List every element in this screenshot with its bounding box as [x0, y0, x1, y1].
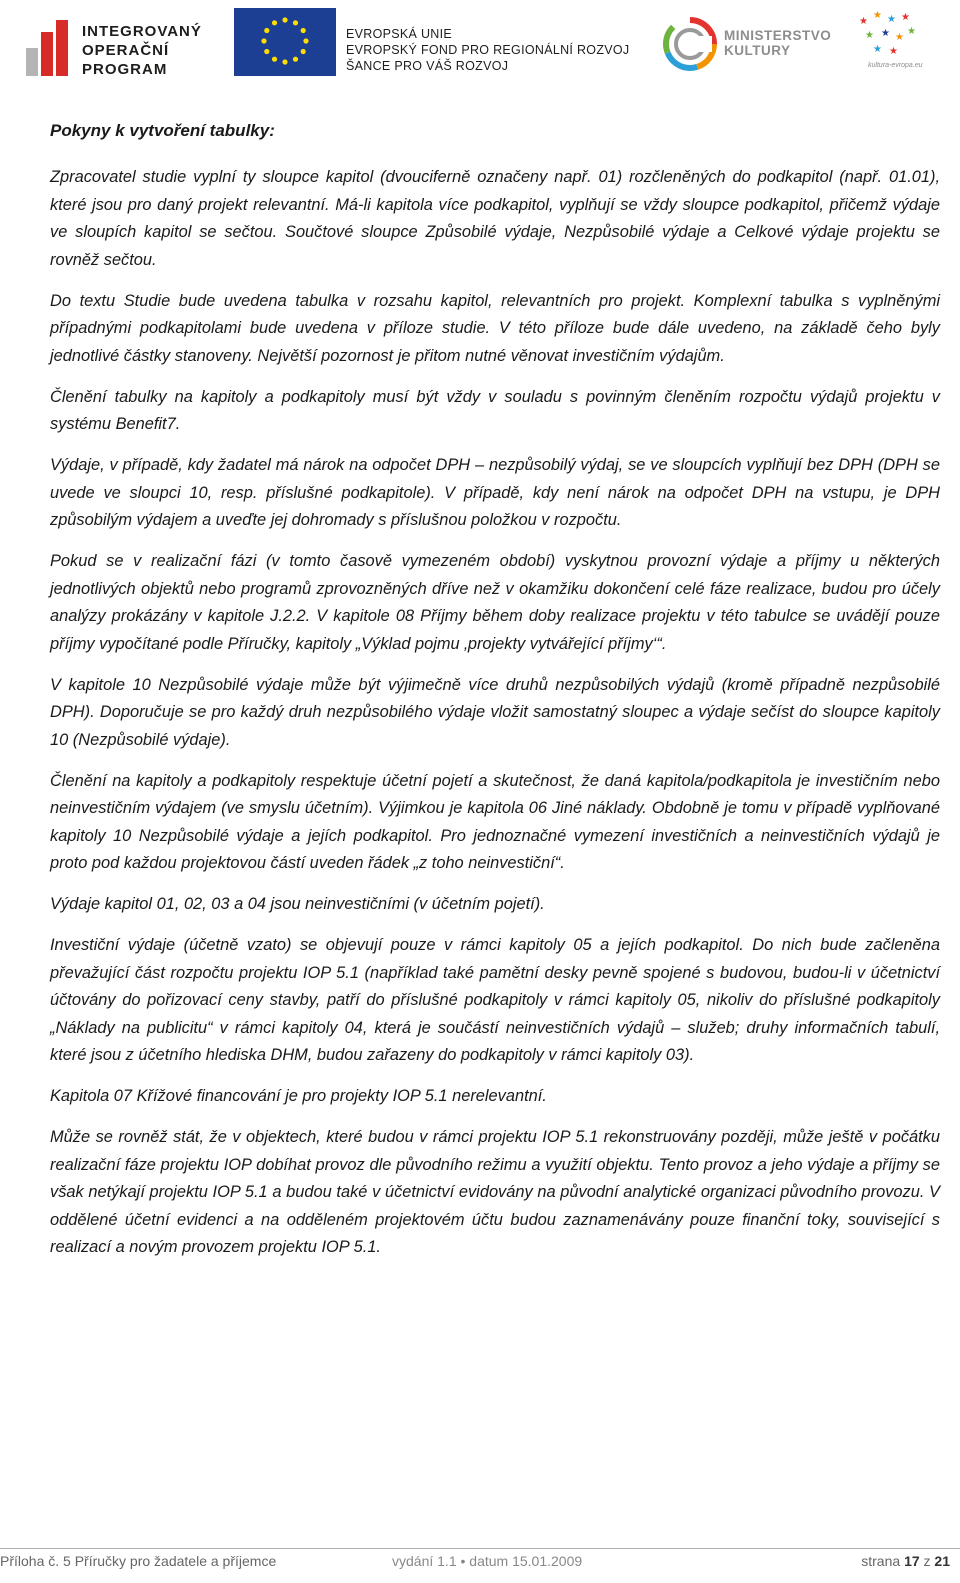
footer-document-name: Příloha č. 5 Příručky pro žadatele a příjemce [0, 1553, 277, 1569]
eu-flag-icon [234, 8, 336, 76]
svg-text:★: ★ [889, 46, 898, 57]
paragraph-1: Zpracovatel studie vyplní ty sloupce kapitol (dvouciferně označeny např. 01) rozčleněných do podkapitol (např. 01.01), které jsou pro daný projekt relevantní. Má-li kapitola více podkapitol, vyplňují se vždy sloupce podkapitol, přičemž výdaje ve sloupích kapitol se sečtou. Součtové sloupce Způsobilé výdaje, Nezpůsobilé výdaje a Celkové výdaje projektu se rovněž sečtou. [50, 168, 940, 269]
ministry-of-culture-logo-icon [660, 14, 720, 74]
eu-line-1: EVROPSKÁ UNIE [346, 27, 453, 41]
eu-line-2: EVROPSKÝ FOND PRO REGIONÁLNÍ ROZVOJ [346, 43, 630, 57]
footer-divider [0, 1548, 960, 1549]
paragraph-2: Do textu Studie bude uvedena tabulka v rozsahu kapitol, relevantních pro projekt. Komplexní tabulka s vyplněnými případnými podkapitolami bude uvedena v příloze studie. V této příloze bude dále uvedeno, na základě čeho byly jednotlivé částky stanoveny. Největší pozornost je přitom nutné věnovat investičním výdajům. [50, 291, 940, 365]
section-heading: Pokyny k vytvoření tabulky: [50, 121, 275, 140]
svg-text:★: ★ [887, 14, 896, 25]
page-header [0, 0, 960, 90]
document-body [50, 118, 940, 1275]
iop-line-2: OPERAČNÍ [82, 42, 170, 59]
svg-text:★: ★ [865, 30, 874, 41]
page-separator: z [923, 1553, 931, 1569]
culture-europe-text: kultura-evropa.eu [868, 62, 923, 69]
eu-logo-text [346, 26, 629, 74]
paragraph-3: Členění tabulky na kapitoly a podkapitoly musí být vždy v souladu s povinným členěním rozpočtu výdajů projektu v systému Benefit7. [50, 387, 940, 433]
svg-text:★: ★ [895, 32, 904, 43]
iop-bars-icon [26, 20, 72, 76]
svg-text:★: ★ [907, 26, 916, 37]
paragraph-5: Pokud se v realizační fázi (v tomto časově vymezeném období) vyskytnou provozní výdaje a příjmy u některých jednotlivých objektů nebo programů zprovozněných dříve než v okamžiku dokončení celé fáze realizace, budou pro účely analýzy prokázány v kapitole J.2.2. V kapitole 08 Příjmy během doby realizace projektu v této tabulce se uvádějí pouze příjmy vypočítané podle Příručky, kapitoly „Výklad pojmu ‚projekty vytvářející příjmy‘“. [50, 552, 940, 653]
svg-text:★: ★ [873, 10, 882, 21]
iop-logo [26, 8, 206, 78]
paragraph-11: Může se rovněž stát, že v objektech, které budou v rámci projektu IOP 5.1 rekonstruovány později, může ještě v počátku realizační fáze projektu IOP dobíhat provoz dle původního režimu a využití objektu. Tento provoz a jeho výdaje a příjmy se však netýkají projektu IOP 5.1 a budou také v účetnictví evidovány na původní analytické organizaci původního provozu. V oddělené účetní evidenci a na odděleném projektovém účtu budou zaznamenávány pouze finanční toky, související s realizací a novým provozem projektu IOP 5.1. [50, 1128, 940, 1256]
eu-line-3: ŠANCE PRO VÁŠ ROZVOJ [346, 59, 509, 73]
paragraph-9: Investiční výdaje (účetně vzato) se objevují pouze v rámci kapitoly 05 a jejích podkapitol. Do nich bude začleněna převažující část rozpočtu projektu IOP 5.1 (například také pamětní desky pevně spojené s budovou, budou-li v účetnictví účtovány do pořizovací ceny stavby, patří do příslušné podkapitoly v rámci kapitoly 05, nikoliv do příslušné podkapitoly „Náklady na publicitu“ v rámci kapitoly 04, která je součástí neinvestičních výdajů – služeb; druhy informačních tabulí, které jsou z účetního hlediska DHM, budou zařazeny do podkapitoly v rámci kapitoly 03). [50, 936, 940, 1064]
paragraph-4: Výdaje, v případě, kdy žadatel má nárok na odpočet DPH – nezpůsobilý výdaj, se ve sloupcích vyplňují bez DPH (DPH se uvede ve sloupci 10, resp. příslušné podkapitole). V případě, kdy není nárok na odpočet DPH na vstupu, je DPH způsobilým výdajem a uveďte jej dohromady s příslušnou položkou v rozpočtu. [50, 456, 940, 529]
paragraph-10: Kapitola 07 Křížové financování je pro projekty IOP 5.1 nerelevantní. [50, 1087, 547, 1105]
iop-logo-text [82, 22, 202, 79]
page-footer [0, 1548, 960, 1583]
iop-line-1: INTEGROVANÝ [82, 23, 202, 40]
paragraph-8: Výdaje kapitol 01, 02, 03 a 04 jsou neinvestičními (v účetním pojetí). [50, 895, 545, 913]
paragraph-6: V kapitole 10 Nezpůsobilé výdaje může být výjimečně více druhů nezpůsobilých výdajů (kromě případně nezpůsobilé DPH). Doporučuje se pro každý druh nezpůsobilého výdaje vložit samostatný sloupec a výdaje sečíst do sloupce kapitoly 10 (Nezpůsobilé výdaje). [50, 675, 940, 749]
iop-line-3: PROGRAM [82, 61, 168, 78]
paragraph-7: Členění na kapitoly a podkapitoly respektuje účetní pojetí a skutečnost, že daná kapitola/podkapitola je investičním nebo neinvestičním výdajem (ve smyslu účetním). Výjimkou je kapitola 06 Jiné náklady. Obdobně je tomu v případě vyplňované kapitoly 10 Nezpůsobilé výdaje a jejích podkapitol. Pro jednoznačné vymezení investičních a neinvestičních výdajů je proto pod každou projektovou částí uveden řádek „z toho neinvestiční“. [50, 771, 940, 872]
svg-text:★: ★ [901, 12, 910, 23]
footer-version-date: vydání 1.1 • datum 15.01.2009 [392, 1553, 583, 1569]
page-current: 17 [904, 1553, 920, 1569]
mk-line-1: MINISTERSTVO [724, 28, 832, 43]
svg-text:★: ★ [873, 44, 882, 55]
mk-line-2: KULTURY [724, 43, 791, 58]
svg-text:★: ★ [859, 16, 868, 27]
ministry-of-culture-text [724, 28, 831, 58]
page-total: 21 [934, 1553, 950, 1569]
svg-text:★: ★ [881, 28, 890, 39]
page-prefix: strana [861, 1553, 901, 1569]
footer-page-number [861, 1553, 950, 1569]
